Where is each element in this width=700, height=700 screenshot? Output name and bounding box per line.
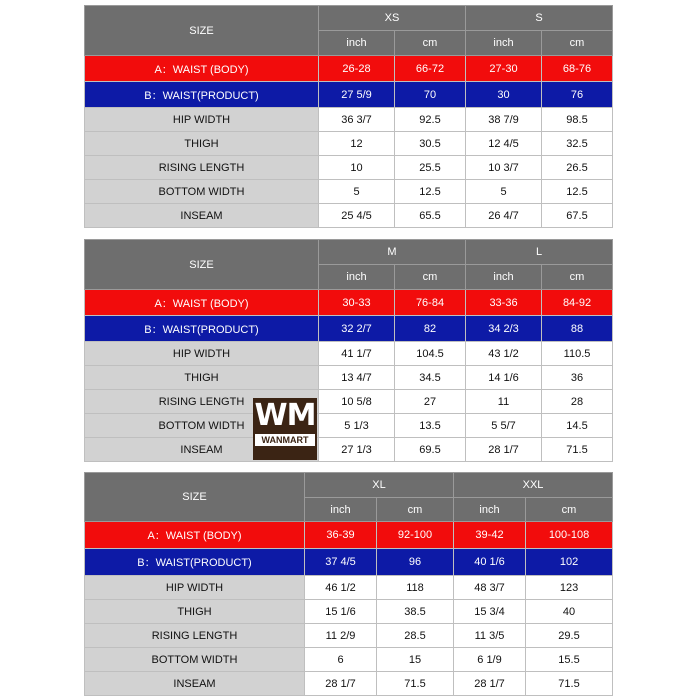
cell-value: 15 [377, 648, 454, 672]
row-waist-product [85, 82, 613, 108]
cell-value: 39-42 [454, 522, 526, 549]
cell-value: 98.5 [542, 108, 613, 132]
unit-header-cm: cm [395, 265, 466, 290]
row-label: B：WAIST(PRODUCT) [85, 82, 319, 108]
cell-value: 11 2/9 [305, 624, 377, 648]
cell-value: 76-84 [395, 290, 466, 316]
cell-value: 10 3/7 [466, 156, 542, 180]
cell-value: 28 1/7 [305, 672, 377, 696]
cell-value: 13 4/7 [319, 366, 395, 390]
cell-value: 82 [395, 316, 466, 342]
logo-text: WM [254, 398, 316, 433]
row-label: BOTTOM WIDTH [85, 648, 305, 672]
cell-value: 33-36 [466, 290, 542, 316]
unit-header-inch: inch [466, 31, 542, 56]
size-name-header: L [466, 240, 613, 265]
unit-header-inch: inch [454, 498, 526, 522]
row-label: THIGH [85, 132, 319, 156]
row-label: HIP WIDTH [85, 342, 319, 366]
row-label: HIP WIDTH [85, 108, 319, 132]
row-thigh [85, 366, 613, 390]
cell-value: 76 [542, 82, 613, 108]
cell-value: 36 3/7 [319, 108, 395, 132]
row-label: A：WAIST (BODY) [85, 56, 319, 82]
cell-value: 14 1/6 [466, 366, 542, 390]
row-label: INSEAM [85, 204, 319, 228]
cell-value: 67.5 [542, 204, 613, 228]
cell-value: 27 5/9 [319, 82, 395, 108]
cell-value: 29.5 [526, 624, 613, 648]
cell-value: 15 1/6 [305, 600, 377, 624]
cell-value: 68-76 [542, 56, 613, 82]
cell-value: 15.5 [526, 648, 613, 672]
cell-value: 5 [466, 180, 542, 204]
cell-value: 6 1/9 [454, 648, 526, 672]
cell-value: 11 [466, 390, 542, 414]
unit-header-cm: cm [542, 31, 613, 56]
row-label: INSEAM [85, 672, 305, 696]
row-hip-width [85, 108, 613, 132]
size-name-header: M [319, 240, 466, 265]
unit-header-inch: inch [305, 498, 377, 522]
unit-header-cm: cm [395, 31, 466, 56]
cell-value: 69.5 [395, 438, 466, 462]
row-label: RISING LENGTH [85, 390, 319, 414]
cell-value: 28 1/7 [466, 438, 542, 462]
cell-value: 40 [526, 600, 613, 624]
row-thigh [85, 600, 613, 624]
cell-value: 10 [319, 156, 395, 180]
unit-header-cm: cm [542, 265, 613, 290]
row-rising-length [85, 156, 613, 180]
cell-value: 25 4/5 [319, 204, 395, 228]
row-label: A：WAIST (BODY) [85, 522, 305, 549]
size-name-header: XS [319, 6, 466, 31]
cell-value: 30-33 [319, 290, 395, 316]
row-waist-body [85, 290, 613, 316]
cell-value: 71.5 [542, 438, 613, 462]
cell-value: 104.5 [395, 342, 466, 366]
cell-value: 118 [377, 576, 454, 600]
size-header: SIZE [85, 473, 305, 522]
unit-header-inch: inch [319, 31, 395, 56]
row-inseam [85, 438, 613, 462]
cell-value: 12.5 [542, 180, 613, 204]
row-bottom-width [85, 648, 613, 672]
row-hip-width [85, 576, 613, 600]
cell-value: 28 [542, 390, 613, 414]
unit-header-cm: cm [377, 498, 454, 522]
cell-value: 110.5 [542, 342, 613, 366]
row-label: B：WAIST(PRODUCT) [85, 549, 305, 576]
wanmart-logo [253, 398, 317, 460]
row-inseam [85, 204, 613, 228]
cell-value: 27-30 [466, 56, 542, 82]
cell-value: 100-108 [526, 522, 613, 549]
row-rising-length [85, 624, 613, 648]
size-table-m-l [84, 239, 613, 462]
cell-value: 28.5 [377, 624, 454, 648]
cell-value: 123 [526, 576, 613, 600]
cell-value: 14.5 [542, 414, 613, 438]
cell-value: 34.5 [395, 366, 466, 390]
cell-value: 71.5 [526, 672, 613, 696]
cell-value: 26 4/7 [466, 204, 542, 228]
cell-value: 40 1/6 [454, 549, 526, 576]
size-header: SIZE [85, 6, 319, 56]
cell-value: 38 7/9 [466, 108, 542, 132]
cell-value: 66-72 [395, 56, 466, 82]
size-header: SIZE [85, 240, 319, 290]
row-label: BOTTOM WIDTH [85, 414, 319, 438]
row-bottom-width [85, 414, 613, 438]
cell-value: 32.5 [542, 132, 613, 156]
unit-header-inch: inch [466, 265, 542, 290]
row-waist-body [85, 522, 613, 549]
cell-value: 65.5 [395, 204, 466, 228]
cell-value: 30 [466, 82, 542, 108]
cell-value: 27 1/3 [319, 438, 395, 462]
row-thigh [85, 132, 613, 156]
cell-value: 12.5 [395, 180, 466, 204]
row-bottom-width [85, 180, 613, 204]
row-label: BOTTOM WIDTH [85, 180, 319, 204]
size-name-header: XL [305, 473, 454, 498]
cell-value: 36 [542, 366, 613, 390]
cell-value: 5 1/3 [319, 414, 395, 438]
cell-value: 71.5 [377, 672, 454, 696]
cell-value: 11 3/5 [454, 624, 526, 648]
cell-value: 12 4/5 [466, 132, 542, 156]
cell-value: 84-92 [542, 290, 613, 316]
row-rising-length [85, 390, 613, 414]
cell-value: 70 [395, 82, 466, 108]
logo-subtext: WANMART [255, 434, 315, 446]
size-name-header: XXL [454, 473, 613, 498]
cell-value: 96 [377, 549, 454, 576]
row-label: HIP WIDTH [85, 576, 305, 600]
unit-header-inch: inch [319, 265, 395, 290]
cell-value: 32 2/7 [319, 316, 395, 342]
cell-value: 34 2/3 [466, 316, 542, 342]
size-name-header: S [466, 6, 613, 31]
cell-value: 27 [395, 390, 466, 414]
cell-value: 6 [305, 648, 377, 672]
cell-value: 13.5 [395, 414, 466, 438]
cell-value: 5 5/7 [466, 414, 542, 438]
row-hip-width [85, 342, 613, 366]
cell-value: 10 5/8 [319, 390, 395, 414]
cell-value: 92.5 [395, 108, 466, 132]
cell-value: 46 1/2 [305, 576, 377, 600]
cell-value: 26-28 [319, 56, 395, 82]
unit-header-cm: cm [526, 498, 613, 522]
row-waist-product [85, 549, 613, 576]
cell-value: 12 [319, 132, 395, 156]
cell-value: 25.5 [395, 156, 466, 180]
row-waist-body [85, 56, 613, 82]
row-label: THIGH [85, 600, 305, 624]
row-label: B：WAIST(PRODUCT) [85, 316, 319, 342]
row-label: RISING LENGTH [85, 156, 319, 180]
cell-value: 5 [319, 180, 395, 204]
cell-value: 28 1/7 [454, 672, 526, 696]
row-label: RISING LENGTH [85, 624, 305, 648]
cell-value: 41 1/7 [319, 342, 395, 366]
cell-value: 92-100 [377, 522, 454, 549]
cell-value: 37 4/5 [305, 549, 377, 576]
row-waist-product [85, 316, 613, 342]
cell-value: 26.5 [542, 156, 613, 180]
row-label: THIGH [85, 366, 319, 390]
row-label: A：WAIST (BODY) [85, 290, 319, 316]
cell-value: 88 [542, 316, 613, 342]
row-inseam [85, 672, 613, 696]
cell-value: 48 3/7 [454, 576, 526, 600]
cell-value: 36-39 [305, 522, 377, 549]
cell-value: 43 1/2 [466, 342, 542, 366]
size-table-xs-s [84, 5, 613, 228]
cell-value: 38.5 [377, 600, 454, 624]
cell-value: 102 [526, 549, 613, 576]
cell-value: 15 3/4 [454, 600, 526, 624]
size-table-xl-xxl [84, 472, 613, 696]
row-label: INSEAM [85, 438, 319, 462]
cell-value: 30.5 [395, 132, 466, 156]
